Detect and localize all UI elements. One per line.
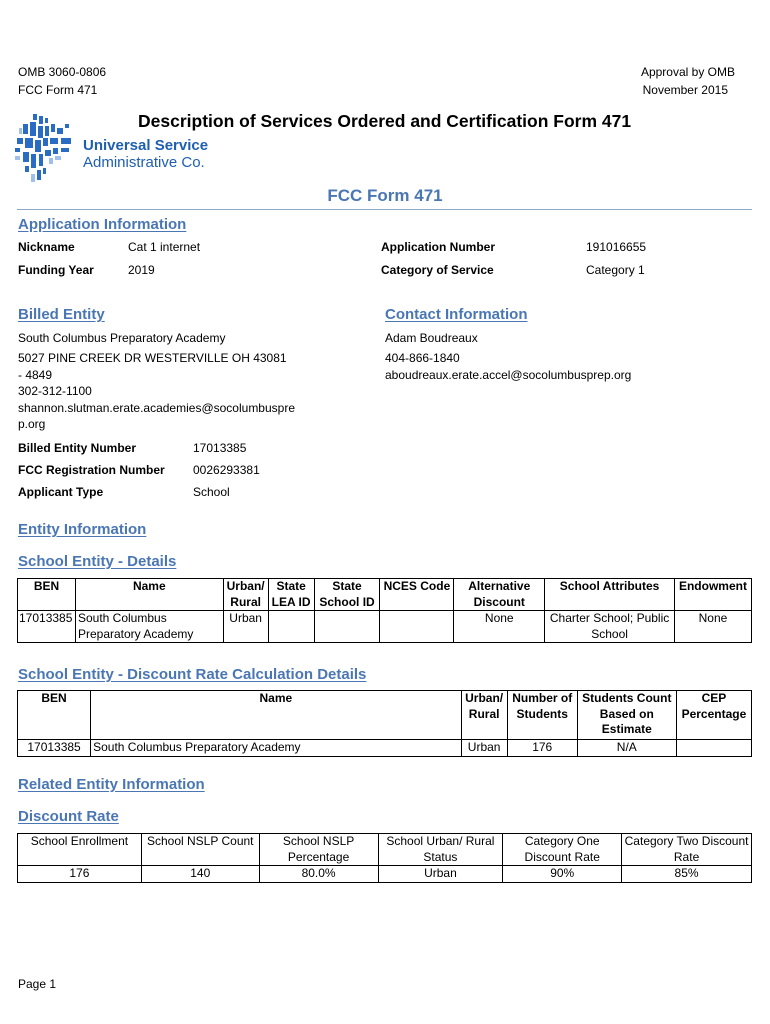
ben-label: Billed Entity Number (18, 441, 137, 455)
col-school-enrollment: School Enrollment (18, 834, 142, 866)
cell-alternative-discount: None (454, 611, 545, 643)
discount-rate-heading: Discount Rate (18, 808, 119, 825)
document-title: Description of Services Ordered and Certification Form 471 (138, 111, 632, 131)
col-name: Name (75, 579, 223, 611)
col-school-nslp-percentage: School NSLP Percentage (259, 834, 378, 866)
cell-endowment: None (674, 611, 751, 643)
table-header-row (18, 579, 752, 611)
entity-info-heading: Entity Information (18, 521, 147, 538)
cell-nces-code (380, 611, 454, 643)
category-value: Category 1 (586, 263, 645, 277)
billed-entity-phone: 302-312-1100 (18, 383, 92, 398)
table-header-row (18, 691, 752, 740)
cell-urban-rural: Urban (223, 611, 268, 643)
discount-calc-table (17, 690, 752, 757)
table-row (18, 866, 752, 883)
contact-name: Adam Boudreaux (385, 331, 478, 345)
form-title: FCC Form 471 (327, 186, 443, 205)
cell-state-school-id (314, 611, 380, 643)
col-school-attributes: School Attributes (545, 579, 675, 611)
contact-details (385, 330, 631, 383)
logo-line1: Universal Service (83, 137, 209, 154)
discount-rate-table (17, 833, 752, 883)
related-entity-heading: Related Entity Information (18, 776, 205, 793)
billed-entity-email1: shannon.slutman.erate.academies@socolumbuspre (18, 401, 296, 416)
nickname-label: Nickname (18, 240, 75, 254)
cell-ben: 17013385 (18, 740, 91, 757)
school-details-table (17, 578, 752, 643)
form-id: FCC Form 471 (18, 83, 98, 97)
col-urban-rural: Urban/ Rural (461, 691, 507, 740)
cell-name: South Columbus Preparatory Academy (91, 740, 462, 757)
funding-year-label: Funding Year (18, 263, 94, 277)
contact-phone: 404-866-1840 (385, 351, 460, 366)
nickname-value: Cat 1 internet (128, 240, 201, 254)
cell-school-nslp-percentage: 80.0% (259, 866, 378, 883)
approval-date: November 2015 (642, 83, 728, 97)
cell-category-one-rate: 90% (503, 866, 622, 883)
funding-year-value: 2019 (128, 263, 155, 277)
cell-cep-percentage (676, 740, 751, 757)
fcc-registration-label: FCC Registration Number (18, 463, 165, 477)
col-ben: BEN (18, 691, 91, 740)
billed-entity-address1: 5027 PINE CREEK DR WESTERVILLE OH 43081 (18, 351, 287, 366)
logo-line2: Administrative Co. (83, 154, 205, 171)
billed-entity-address2: - 4849 (18, 367, 53, 382)
cell-urban-rural: Urban (461, 740, 507, 757)
cell-school-attributes: Charter School; Public School (545, 611, 675, 643)
billed-entity-name: South Columbus Preparatory Academy (18, 331, 226, 345)
cell-category-two-rate: 85% (622, 866, 752, 883)
title-divider (17, 209, 752, 210)
page-number: Page 1 (18, 977, 57, 991)
billed-entity-email2: p.org (18, 417, 46, 432)
cell-ben: 17013385 (18, 611, 76, 643)
cell-state-lea-id (268, 611, 314, 643)
col-ben: BEN (18, 579, 76, 611)
col-category-one-rate: Category One Discount Rate (503, 834, 622, 866)
cell-students-count-estimate: N/A (577, 740, 676, 757)
col-category-two-rate: Category Two Discount Rate (622, 834, 752, 866)
col-urban-rural-status: School Urban/ Rural Status (378, 834, 503, 866)
col-endowment: Endowment (674, 579, 751, 611)
school-details-heading: School Entity - Details (18, 553, 177, 570)
application-info-heading: Application Information (18, 216, 187, 233)
col-state-lea-id: State LEA ID (268, 579, 314, 611)
col-students-count-estimate: Students Count Based on Estimate (577, 691, 676, 740)
table-row (18, 611, 752, 643)
table-row (18, 740, 752, 757)
billed-entity-details (18, 330, 318, 433)
col-urban-rural: Urban/ Rural (223, 579, 268, 611)
col-state-school-id: State School ID (314, 579, 380, 611)
contact-email: aboudreaux.erate.accel@socolumbusprep.org (385, 367, 632, 382)
col-nces-code: NCES Code (380, 579, 454, 611)
approval-label: Approval by OMB (640, 65, 735, 79)
cell-name: South Columbus Preparatory Academy (75, 611, 223, 643)
billed-entity-heading: Billed Entity (18, 306, 105, 323)
application-number-value: 191016655 (586, 240, 647, 254)
discount-calc-heading: School Entity - Discount Rate Calculation Details (18, 666, 367, 683)
contact-info-heading: Contact Information (385, 306, 528, 323)
applicant-type-value: School (193, 485, 230, 499)
col-name: Name (91, 691, 462, 740)
cell-school-nslp-count: 140 (141, 866, 259, 883)
application-number-label: Application Number (381, 240, 496, 254)
cell-school-enrollment: 176 (18, 866, 142, 883)
category-label: Category of Service (381, 263, 494, 277)
col-cep-percentage: CEP Percentage (676, 691, 751, 740)
ben-value: 17013385 (193, 441, 247, 455)
applicant-type-label: Applicant Type (18, 485, 104, 499)
fcc-registration-value: 0026293381 (193, 463, 260, 477)
omb-number: OMB 3060-0806 (18, 65, 107, 79)
col-alternative-discount: Alternative Discount (454, 579, 545, 611)
col-school-nslp-count: School NSLP Count (141, 834, 259, 866)
usac-logo-mark-icon (15, 114, 77, 184)
table-header-row (18, 834, 752, 866)
col-number-of-students: Number of Students (507, 691, 577, 740)
cell-urban-rural-status: Urban (378, 866, 503, 883)
cell-number-of-students: 176 (507, 740, 577, 757)
